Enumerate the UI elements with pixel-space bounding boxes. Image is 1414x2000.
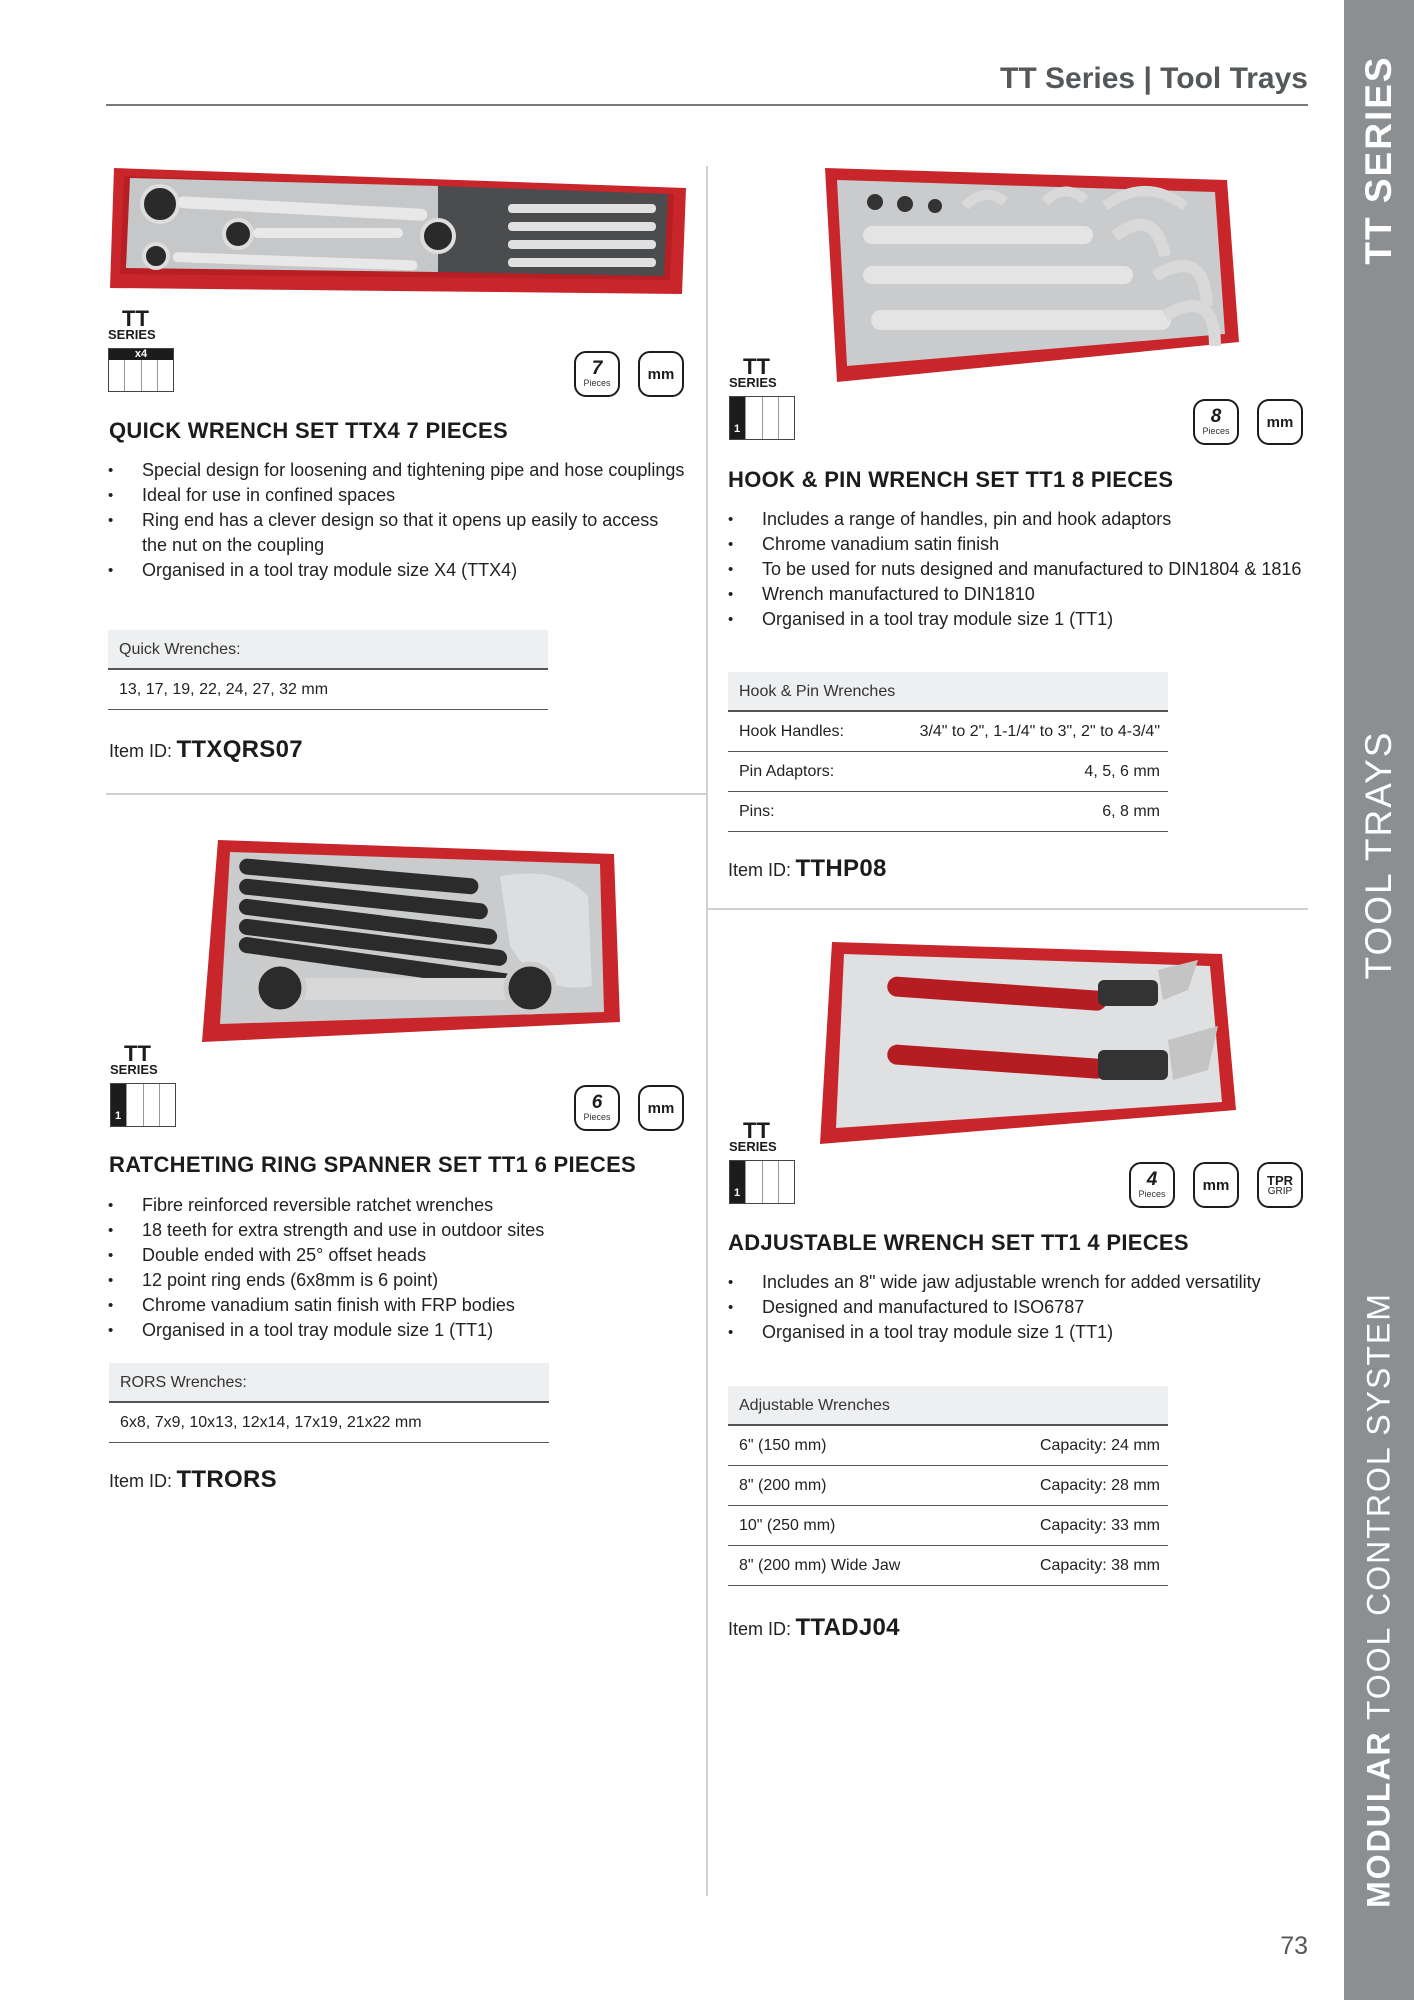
spec-table-row <box>108 670 548 710</box>
mm-label: mm <box>1202 1176 1230 1194</box>
series-text: SERIES <box>729 375 777 390</box>
feature-list <box>728 507 1308 632</box>
feature-item: • Organised in a tool tray module size 1 (TT1) <box>108 1318 688 1343</box>
item-id <box>728 855 887 883</box>
item-id-code: TTADJ04 <box>795 1614 900 1641</box>
module-size-label: 1 <box>115 1110 122 1122</box>
quick-wrench-tray-image <box>108 164 688 300</box>
spec-cell-right: Capacity: 24 mm <box>1039 1437 1160 1454</box>
spec-table <box>108 630 548 710</box>
pieces-count-icon <box>574 1085 620 1131</box>
pieces-count-icon <box>1193 399 1239 445</box>
spec-icons <box>574 351 684 397</box>
item-id <box>728 1614 900 1642</box>
metric-mm-icon <box>638 1085 684 1131</box>
feature-item: • Organised in a tool tray module size X4 (TTX4) <box>108 558 688 583</box>
spec-table-row <box>728 1466 1168 1506</box>
feature-item: • Double ended with 25° offset heads <box>108 1243 688 1268</box>
feature-item: • 12 point ring ends (6x8mm is 6 point) <box>108 1268 688 1293</box>
pieces-label: Pieces <box>1202 426 1230 436</box>
spec-cell-right: 6, 8 mm <box>1102 803 1160 820</box>
spec-cell-right: Capacity: 33 mm <box>1039 1517 1160 1534</box>
series-badge <box>729 354 795 440</box>
module-size-icon <box>108 348 174 392</box>
spec-table <box>728 672 1168 832</box>
feature-list <box>728 1270 1308 1345</box>
feature-list <box>108 458 688 583</box>
spec-cell-right: 4, 5, 6 mm <box>1084 763 1160 780</box>
mm-label: mm <box>647 1099 675 1117</box>
pieces-label: Pieces <box>1138 1189 1166 1199</box>
left-section-divider <box>106 793 706 795</box>
pieces-count: 6 <box>591 1092 603 1113</box>
series-badge <box>729 1118 795 1204</box>
feature-item: • Designed and manufactured to ISO6787 <box>728 1295 1308 1320</box>
ratcheting-spanner-tray-image <box>200 836 622 1048</box>
feature-item: • Wrench manufactured to DIN1810 <box>728 582 1308 607</box>
spec-table-header: Adjustable Wrenches <box>728 1386 1168 1426</box>
sidebar-category-label: TOOL TRAYS <box>1358 730 1399 980</box>
spec-cell-left: 10" (250 mm) <box>739 1517 836 1534</box>
item-id-label: Item ID: <box>728 1619 792 1639</box>
feature-item: • Includes a range of handles, pin and hook adaptors <box>728 507 1308 532</box>
spec-table <box>109 1363 549 1443</box>
pieces-count: 8 <box>1210 406 1222 427</box>
feature-item: • Ideal for use in confined spaces <box>108 483 688 508</box>
right-section-divider <box>708 908 1308 910</box>
series-tt-label: TT <box>743 1118 770 1143</box>
spec-cell-right: Capacity: 28 mm <box>1039 1477 1160 1494</box>
spec-table-row <box>109 1403 549 1443</box>
hook-pin-tray-image <box>815 166 1240 384</box>
series-text: SERIES <box>108 327 156 342</box>
sidebar-system-label <box>1361 1292 1398 1908</box>
feature-list <box>108 1193 688 1343</box>
spec-table <box>728 1386 1168 1586</box>
item-id-label: Item ID: <box>728 860 792 880</box>
spec-table-row <box>728 792 1168 832</box>
spec-cell-left: Pin Adaptors: <box>739 763 835 780</box>
sidebar-system-bold: MODULAR <box>1360 1730 1397 1908</box>
spec-icons <box>1193 399 1303 445</box>
spec-cell-left: 6x8, 7x9, 10x13, 12x14, 17x19, 21x22 mm <box>120 1414 422 1431</box>
metric-mm-icon <box>1257 399 1303 445</box>
pieces-count: 4 <box>1146 1169 1158 1190</box>
metric-mm-icon <box>1193 1162 1239 1208</box>
spec-table-header: Hook & Pin Wrenches <box>728 672 1168 712</box>
mm-label: mm <box>1266 413 1294 431</box>
feature-item: • Chrome vanadium satin finish with FRP bodies <box>108 1293 688 1318</box>
series-text: SERIES <box>729 1139 777 1154</box>
spec-cell-right: 3/4" to 2", 1-1/4" to 3", 2" to 4-3/4" <box>919 723 1160 740</box>
item-id-code: TTHP08 <box>795 855 887 882</box>
spec-icons <box>1129 1162 1303 1208</box>
spec-cell-right: Capacity: 38 mm <box>1039 1557 1160 1574</box>
spec-cell-left: Hook Handles: <box>739 723 844 740</box>
mm-label: mm <box>647 365 675 383</box>
spec-table-header: RORS Wrenches: <box>109 1363 549 1403</box>
tpr-grip-icon <box>1257 1162 1303 1208</box>
feature-item: • To be used for nuts designed and manufactured to DIN1804 & 1816 <box>728 557 1308 582</box>
spec-table-header: Quick Wrenches: <box>108 630 548 670</box>
sidebar <box>1344 0 1414 2000</box>
module-size-label: x4 <box>109 349 173 360</box>
module-size-icon <box>729 1160 795 1204</box>
feature-item: • 18 teeth for extra strength and use in outdoor sites <box>108 1218 688 1243</box>
product-title: HOOK & PIN WRENCH SET TT1 8 PIECES <box>728 467 1174 492</box>
feature-item: • Organised in a tool tray module size 1 (TT1) <box>728 1320 1308 1345</box>
product-title: RATCHETING RING SPANNER SET TT1 6 PIECES <box>109 1152 637 1177</box>
sidebar-system-rest: TOOL CONTROL SYSTEM <box>1360 1292 1397 1731</box>
pieces-label: Pieces <box>583 1112 611 1122</box>
item-id-code: TTRORS <box>176 1466 277 1493</box>
spec-cell-left: 6" (150 mm) <box>739 1437 827 1454</box>
page-number: 73 <box>1280 1932 1308 1960</box>
spec-table-row <box>728 752 1168 792</box>
pieces-label: Pieces <box>583 378 611 388</box>
series-text: SERIES <box>110 1062 158 1077</box>
module-size-icon <box>110 1083 176 1127</box>
spec-icons <box>574 1085 684 1131</box>
feature-item: • Organised in a tool tray module size 1 (TT1) <box>728 607 1308 632</box>
pieces-count-icon <box>1129 1162 1175 1208</box>
series-badge <box>108 306 174 392</box>
item-id <box>109 1466 277 1494</box>
product-title: ADJUSTABLE WRENCH SET TT1 4 PIECES <box>728 1230 1189 1255</box>
feature-item: • Ring end has a clever design so that it opens up easily to access the nut on the coupling <box>108 508 688 558</box>
series-tt-label: TT <box>743 354 770 379</box>
pieces-count-icon <box>574 351 620 397</box>
module-size-icon <box>729 396 795 440</box>
spec-table-row <box>728 1506 1168 1546</box>
spec-cell-left: 8" (200 mm) <box>739 1477 827 1494</box>
series-tt-label: TT <box>124 1041 151 1066</box>
column-divider <box>706 166 708 1896</box>
grip-label: GRIP <box>1267 1185 1293 1197</box>
item-id-label: Item ID: <box>109 1471 173 1491</box>
spec-cell-left: 13, 17, 19, 22, 24, 27, 32 mm <box>119 681 329 698</box>
feature-item: • Special design for loosening and tightening pipe and hose couplings <box>108 458 688 483</box>
module-size-label: 1 <box>734 1187 741 1199</box>
title-rule <box>106 104 1308 106</box>
adjustable-wrench-tray-image <box>818 940 1238 1146</box>
spec-table-row <box>728 1426 1168 1466</box>
item-id-label: Item ID: <box>109 741 173 761</box>
metric-mm-icon <box>638 351 684 397</box>
spec-cell-left: 8" (200 mm) Wide Jaw <box>739 1557 901 1574</box>
feature-item: • Includes an 8" wide jaw adjustable wrench for added versatility <box>728 1270 1308 1295</box>
spec-table-row <box>728 712 1168 752</box>
spec-cell-left: Pins: <box>739 803 775 820</box>
feature-item: • Fibre reinforced reversible ratchet wrenches <box>108 1193 688 1218</box>
spec-table-row <box>728 1546 1168 1586</box>
series-badge <box>110 1041 176 1127</box>
item-id-code: TTXQRS07 <box>176 736 303 763</box>
sidebar-series-label: TT SERIES <box>1358 55 1399 265</box>
module-size-label: 1 <box>734 423 741 435</box>
tpr-label: TPR <box>1267 1172 1293 1188</box>
series-tt-label: TT <box>122 306 149 331</box>
item-id <box>109 736 303 764</box>
pieces-count: 7 <box>591 358 603 379</box>
feature-item: • Chrome vanadium satin finish <box>728 532 1308 557</box>
product-title: QUICK WRENCH SET TTX4 7 PIECES <box>109 418 508 443</box>
page-title: TT Series | Tool Trays <box>1000 62 1308 95</box>
